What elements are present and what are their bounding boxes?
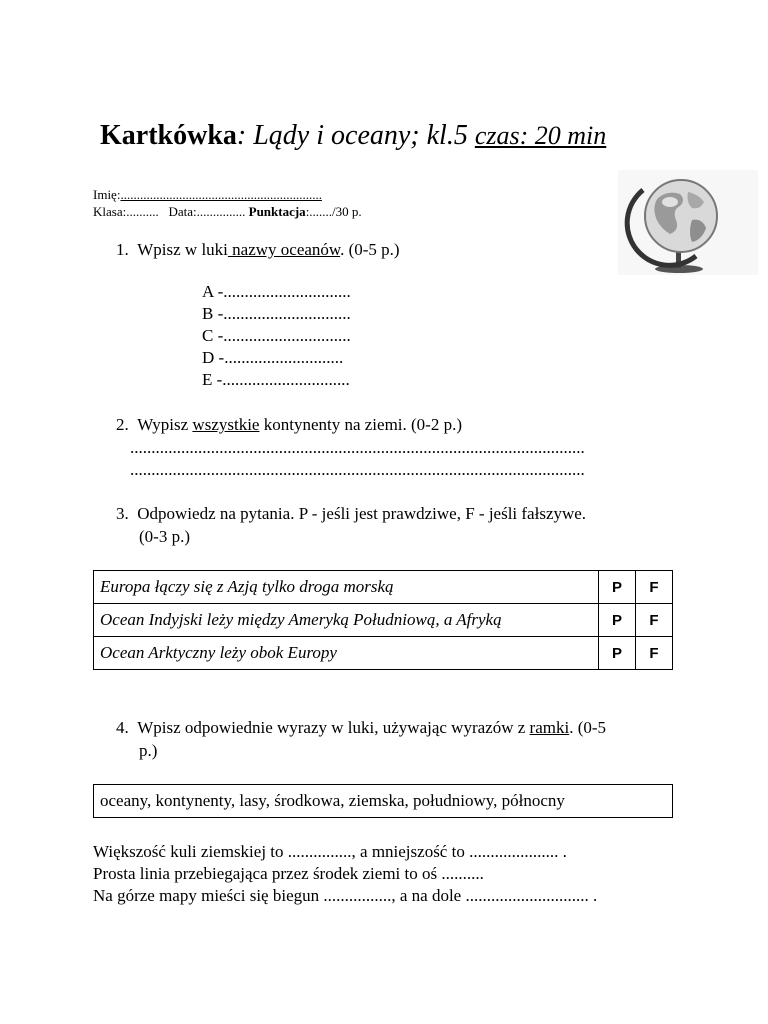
title-bold: Kartkówka	[100, 120, 237, 151]
q4-points: p.)	[139, 741, 158, 760]
true-option[interactable]: P	[599, 604, 636, 637]
table-row	[94, 604, 673, 637]
q3-points: (0-3 p.)	[139, 527, 190, 546]
q1-points: . (0-5 p.)	[340, 240, 400, 259]
q4-sentence-1: Większość kuli ziemskiej to ..............., a mniejszość to ..................... .	[93, 842, 567, 861]
globe-icon	[618, 170, 758, 275]
true-option[interactable]: P	[599, 571, 636, 604]
q2-text-rest: kontynenty na ziemi. (0-2 p.)	[259, 415, 462, 434]
q1-number: 1.	[116, 240, 129, 259]
q3-number: 3.	[116, 504, 129, 523]
false-option[interactable]: F	[636, 604, 673, 637]
true-false-table	[93, 570, 673, 670]
name-label: Imię:	[93, 187, 121, 202]
q1-text: Wpisz w luki	[137, 240, 228, 259]
name-blank: ..............................................................	[120, 187, 322, 202]
q1-blank-b: B -..............................	[202, 304, 351, 323]
q4-sentence-2: Prosta linia przebiegająca przez środek ziemi to oś ..........	[93, 864, 484, 883]
q2-answer-line-1: ...........................................................................................................	[130, 438, 585, 457]
statement-cell: Ocean Arktyczny leży obok Europy	[94, 637, 599, 670]
q4-number: 4.	[116, 718, 129, 737]
question-1	[116, 239, 400, 261]
q1-underlined: nazwy oceanów	[227, 240, 341, 259]
title-time: czas: 20 min	[474, 121, 607, 150]
question-3	[116, 503, 586, 525]
q4-text: Wpisz odpowiednie wyrazy w luki, używając wyrazów z	[137, 718, 530, 737]
q2-underlined: wszystkie	[192, 415, 260, 434]
date-label: Data:	[168, 204, 197, 219]
name-line	[93, 187, 322, 203]
q2-number: 2.	[116, 415, 129, 434]
points-label: Punktacja	[248, 204, 306, 219]
page-title	[100, 120, 606, 152]
q1-blank-d: D -............................	[202, 348, 344, 367]
title-topic: : Lądy i oceany; kl.5	[236, 120, 468, 151]
statement-cell: Europa łączy się z Azją tylko droga morską	[94, 571, 599, 604]
question-2	[116, 414, 462, 436]
q1-blank-c: C -..............................	[202, 326, 351, 345]
class-line	[93, 204, 362, 220]
false-option[interactable]: F	[636, 571, 673, 604]
date-blank: ...............	[196, 204, 246, 219]
class-label: Klasa:	[93, 204, 127, 219]
true-option[interactable]: P	[599, 637, 636, 670]
q4-text-rest: . (0-5	[569, 718, 607, 737]
statement-cell: Ocean Indyjski leży między Ameryką Południową, a Afryką	[94, 604, 599, 637]
q2-text: Wypisz	[137, 415, 193, 434]
false-option[interactable]: F	[636, 637, 673, 670]
points-value: :......./30 p.	[305, 204, 362, 219]
q3-text: Odpowiedz na pytania. P - jeśli jest prawdziwe, F - jeśli fałszywe.	[137, 504, 587, 523]
q2-answer-line-2: ...........................................................................................................	[130, 460, 585, 479]
q1-blank-e: E -..............................	[202, 370, 350, 389]
q4-sentence-3: Na górze mapy mieści się biegun ................, a na dole ............................. .	[93, 886, 598, 905]
table-row	[94, 571, 673, 604]
class-blank: ..........	[126, 204, 159, 219]
q1-blank-a: A -..............................	[202, 282, 351, 301]
question-4	[116, 717, 606, 739]
table-row	[94, 637, 673, 670]
word-box: oceany, kontynenty, lasy, środkowa, ziemska, południowy, północny	[93, 784, 673, 818]
q4-underlined: ramki	[529, 718, 570, 737]
